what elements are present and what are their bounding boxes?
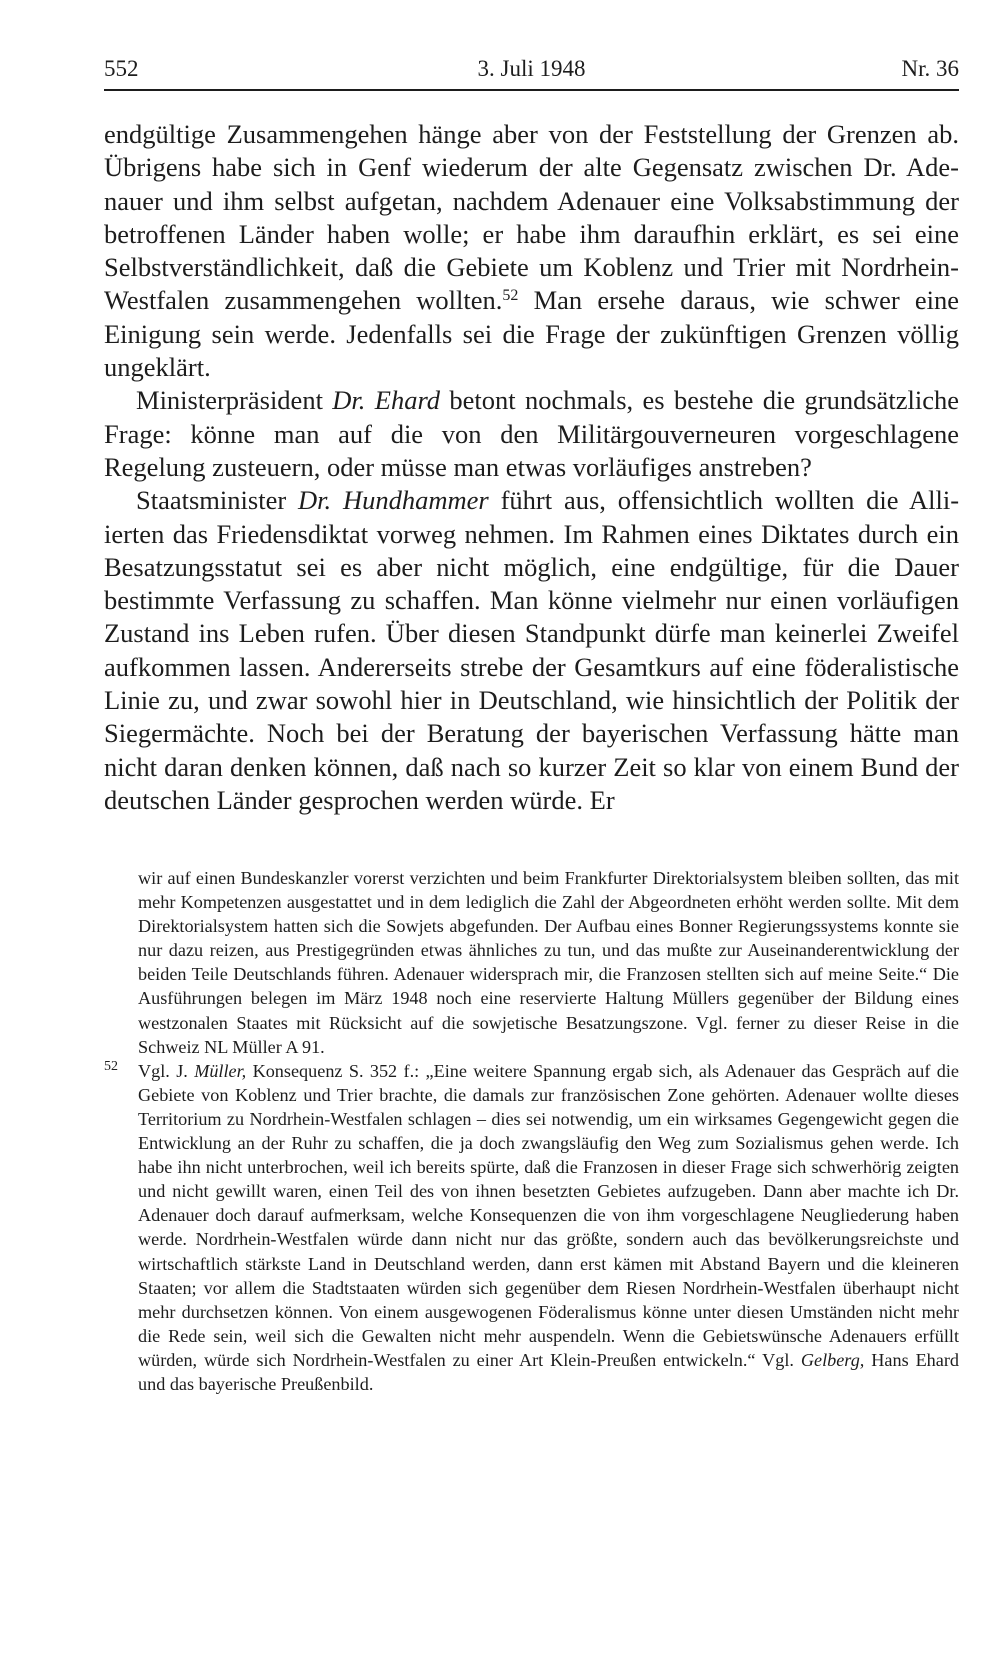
paragraph [104, 384, 959, 484]
paragraph-text: führt aus, offensichtlich wollten die Alliierten das Friedensdiktat vorweg nehmen. Im Rahmen eines Diktates durch ein Besatzungsstatut sei es aber nicht möglich, eine endgültige, für die Dauer bestimmte Verfassung zu schaffen. Man könne vielmehr nur einen vorläufigen Zustand ins Leben rufen. Über diesen Standpunkt dürfe man keinerlei Zweifel aufkommen lassen. Andererseits strebe der Gesamtkurs auf eine föderalistische Linie zu, und zwar sowohl hier in Deutschland, wie hinsichtlich der Politik der Siegermächte. Noch bei der Beratung der bayerischen Verfassung hätte man nicht daran denken können, daß nach so kurzer Zeit so klar von einem Bund der deutschen Länder gesprochen werden würde. Er [104, 485, 960, 815]
paragraph [104, 484, 959, 817]
footnote-reference: 52 [502, 287, 519, 305]
footnote-continuation: wir auf einen Bundeskanzler vorerst verzichten und beim Frankfurter Direktorialsystem bleiben sollten, das mit mehr Kompetenzen ausgestattet und in dem lediglich die Zahl der Abgeordneten erhöht werden sollte. Mit dem Direktorialsystem hatten sich die Sowjets abgefunden. Der Aufbau eines Bonner Regierungssystems konnte sie nur dazu reizen, aus Prestigegründen etwas ähnliches zu tun, und das mußte zur Auseinanderentwicklung der beiden Teile Deutschlands führen. Adenauer widersprach mir, die Franzosen stellten sich auf meine Seite.“ Die Ausführungen belegen im März 1948 noch eine reservierte Haltung Müllers gegenüber der Bildung eines westzonalen Staates mit Rücksicht auf die sowjetische Besatzungszone. Vgl. ferner zu dieser Reise in die Schweiz NL Müller A 91. [138, 868, 959, 1057]
issue-number: Nr. 36 [901, 56, 959, 81]
footnote-52 [104, 1058, 959, 1396]
footnote-text: Hans Ehard und das bayerische Preußenbild. [138, 1349, 959, 1394]
cited-author: Gelberg, [800, 1349, 865, 1370]
footnote-number: 52 [104, 1058, 118, 1074]
paragraph-text: Staatsminister [136, 485, 299, 516]
cited-author: Müller, [194, 1060, 247, 1081]
header-rule [104, 89, 959, 91]
body-text [104, 118, 959, 817]
footnotes [104, 866, 959, 1396]
paragraph-text: betont nochmals, es bestehe die grundsätzliche Frage: könne man auf die von den Militärgouverneuren vorgeschlagene Regelung zusteuern, oder müsse man etwas vorläufiges anstreben? [104, 385, 960, 482]
paragraph-text: Ministerpräsident [136, 385, 333, 416]
paragraph-text: endgültige Zusammengehen hänge aber von der Feststellung der Grenzen ab. Übrigens habe sich in Genf wiederum der alte Gegensatz zwischen Dr. Adenauer und ihm selbst aufgetan, nachdem Adenauer eine Volksabstimmung der betroffenen Länder haben wolle; er habe ihm daraufhin erklärt, es sei eine Selbstverständlichkeit, daß die Gebiete um Koblenz und Trier mit Nordrhein-Westfalen zusammengehen wollten. [104, 119, 959, 316]
footnote-text: Konsequenz S. 352 f.: „Eine weitere Spannung ergab sich, als Adenauer das Gespräch auf die Gebiete von Koblenz und Trier brachte, die damals zur französischen Zone gehörten. Adenauer wollte dieses Territorium zu Nordrhein-Westfalen schlagen – dies sei notwendig, um ein wirksames Gegengewicht gegen die Entwicklung an der Ruhr zu schaffen, die ja doch zwangsläufig den Weg zum Sozialismus gehen werde. Ich habe ihn nicht unterbrochen, weil ich bereits spürte, daß die Franzosen in dieser Frage sich schwerhörig zeigten und nicht gewillt waren, einen Teil des von ihnen besetzten Gebietes aufzugeben. Dann aber machte ich Dr. Adenauer doch darauf aufmerksam, welche Konsequenzen die von ihm vorgeschlagene Neugliederung haben werde. Nordrhein-Westfalen würde dann nicht nur das größte, sondern auch das bevölkerungsreichste und wirtschaftlich stärkste Land in Deutschland werden, dann erst kämen mit Abstand Bayern und die kleineren Staaten; vor allem die Stadtstaaten würden sich gegenüber dem Riesen Nordrhein-Westfalen überhaupt nicht mehr durchsetzen können. Von einem ausgewogenen Föderalismus könne unter diesen Umständen nicht mehr die Rede sein, weil sich die Gewalten nicht mehr auspendeln. Wenn die Gebietswünsche Adenauers erfüllt würden, würde sich Nordrhein-Westfalen zu einer Art Klein-Preußen entwickeln.“ Vgl. [138, 1060, 959, 1370]
speaker-name: Dr. Hundhammer [298, 485, 489, 516]
paragraph-text: Man ersehe daraus, wie schwer eine Einigung sein werde. Jedenfalls sei die Frage der zukünftigen Grenzen völlig ungeklärt. [104, 285, 960, 383]
footnote-text: Vgl. J. [138, 1060, 195, 1081]
speaker-name: Dr. Ehard [332, 385, 441, 416]
header-date: 3. Juli 1948 [477, 56, 586, 81]
paragraph [104, 118, 959, 384]
running-header [104, 52, 959, 88]
page-number: 552 [104, 56, 139, 81]
